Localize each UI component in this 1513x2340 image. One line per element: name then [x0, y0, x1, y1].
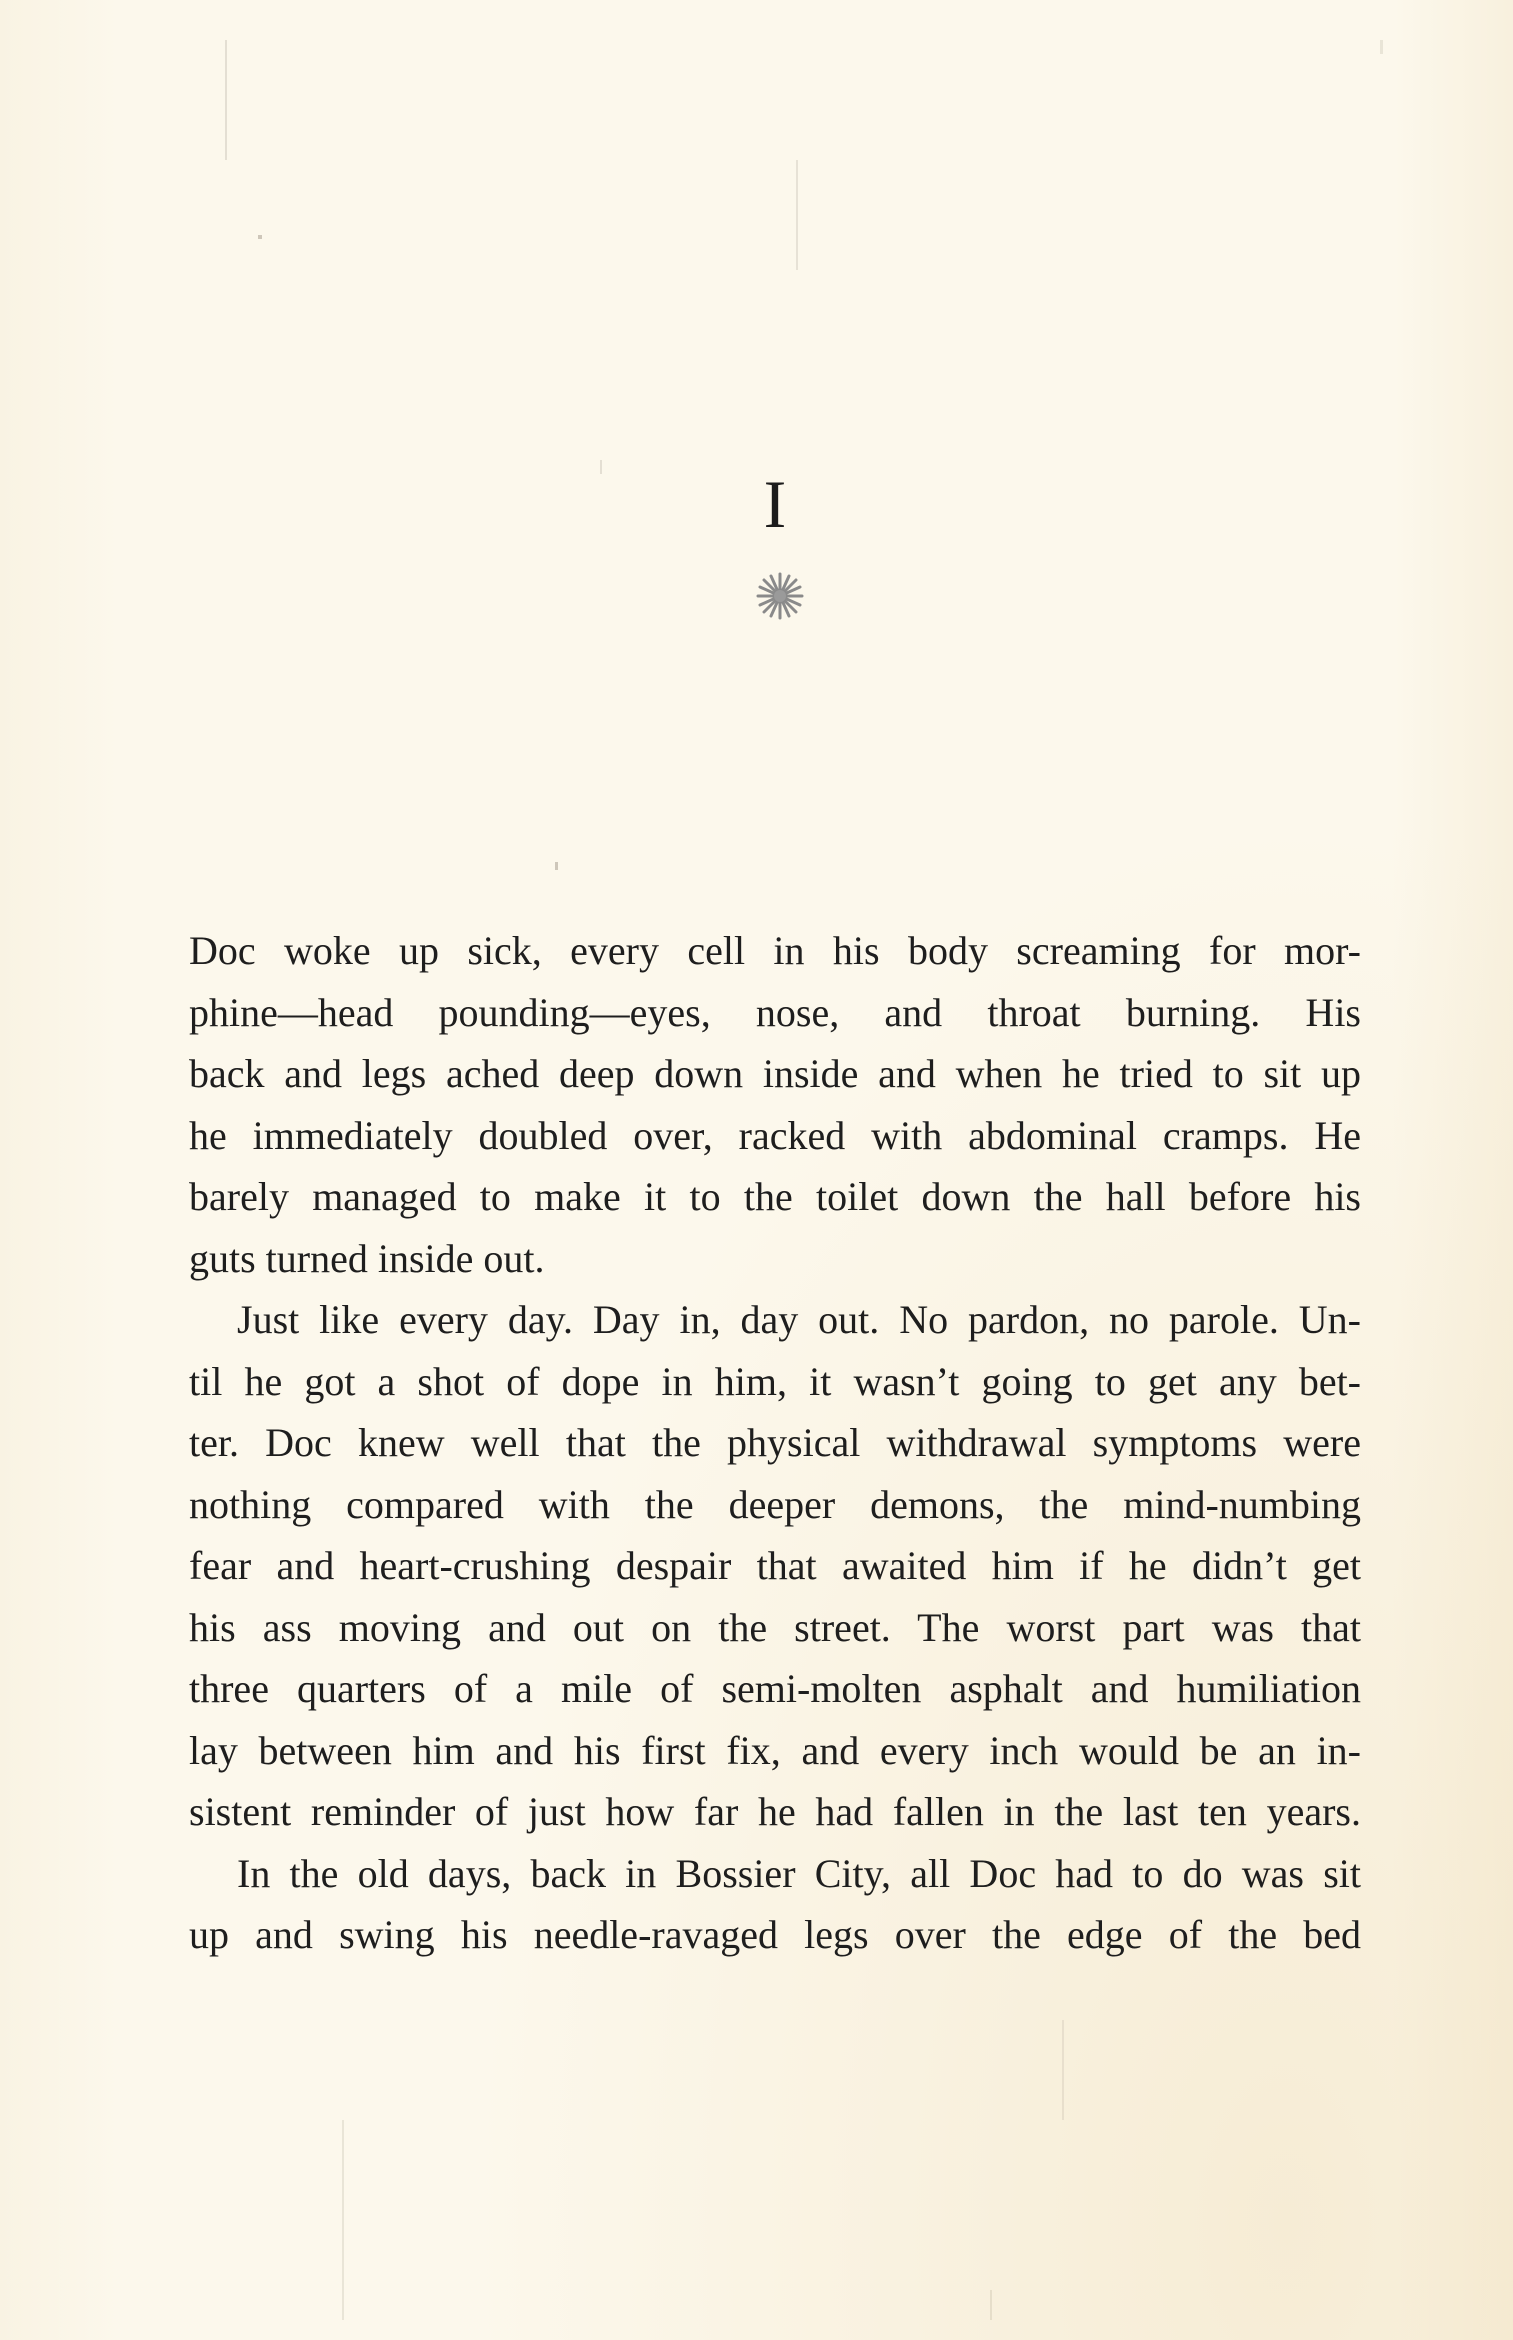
text-line: up and swing his needle-ravaged legs over the edge of the bed — [189, 1912, 1361, 1957]
text-line: his ass moving and out on the street. The worst part was that — [189, 1604, 1361, 1650]
text-line: phine—head pounding—eyes, nose, and throat burning. His — [189, 989, 1361, 1035]
paragraph-1 — [189, 920, 1361, 1289]
text-line: til he got a shot of dope in him, it wasn’t going to get any bet- — [189, 1358, 1361, 1404]
text-line: fear and heart-crushing despair that awaited him if he didn’t get — [189, 1543, 1361, 1588]
text-line: Doc woke up sick, every cell in his body screaming for mor- — [189, 928, 1361, 973]
text-line: sistent reminder of just how far he had fallen in the last ten years. — [189, 1789, 1361, 1834]
text-line: three quarters of a mile of semi-molten asphalt and humiliation — [189, 1666, 1361, 1711]
text-line: back and legs ached deep down inside and when he tried to sit up — [189, 1051, 1361, 1096]
text-line: guts turned inside out. — [189, 1235, 545, 1281]
asterisk-flower-ornament-icon — [752, 568, 808, 624]
text-line: he immediately doubled over, racked with abdominal cramps. He — [189, 1112, 1361, 1158]
text-line: nothing compared with the deeper demons, the mind-numbing — [189, 1481, 1361, 1527]
text-line: In the old days, back in Bossier City, all Doc had to do was sit — [237, 1850, 1361, 1896]
text-line: barely managed to make it to the toilet down the hall before his — [189, 1174, 1361, 1219]
paragraph-3 — [189, 1843, 1361, 1966]
text-line: ter. Doc knew well that the physical withdrawal symptoms were — [189, 1420, 1361, 1465]
chapter-number: I — [763, 466, 787, 542]
paragraph-2 — [189, 1289, 1361, 1843]
text-line: Just like every day. Day in, day out. No pardon, no parole. Un- — [237, 1297, 1361, 1342]
text-line: lay between him and his first fix, and every inch would be an in- — [189, 1727, 1361, 1773]
body-text — [189, 920, 1361, 1966]
